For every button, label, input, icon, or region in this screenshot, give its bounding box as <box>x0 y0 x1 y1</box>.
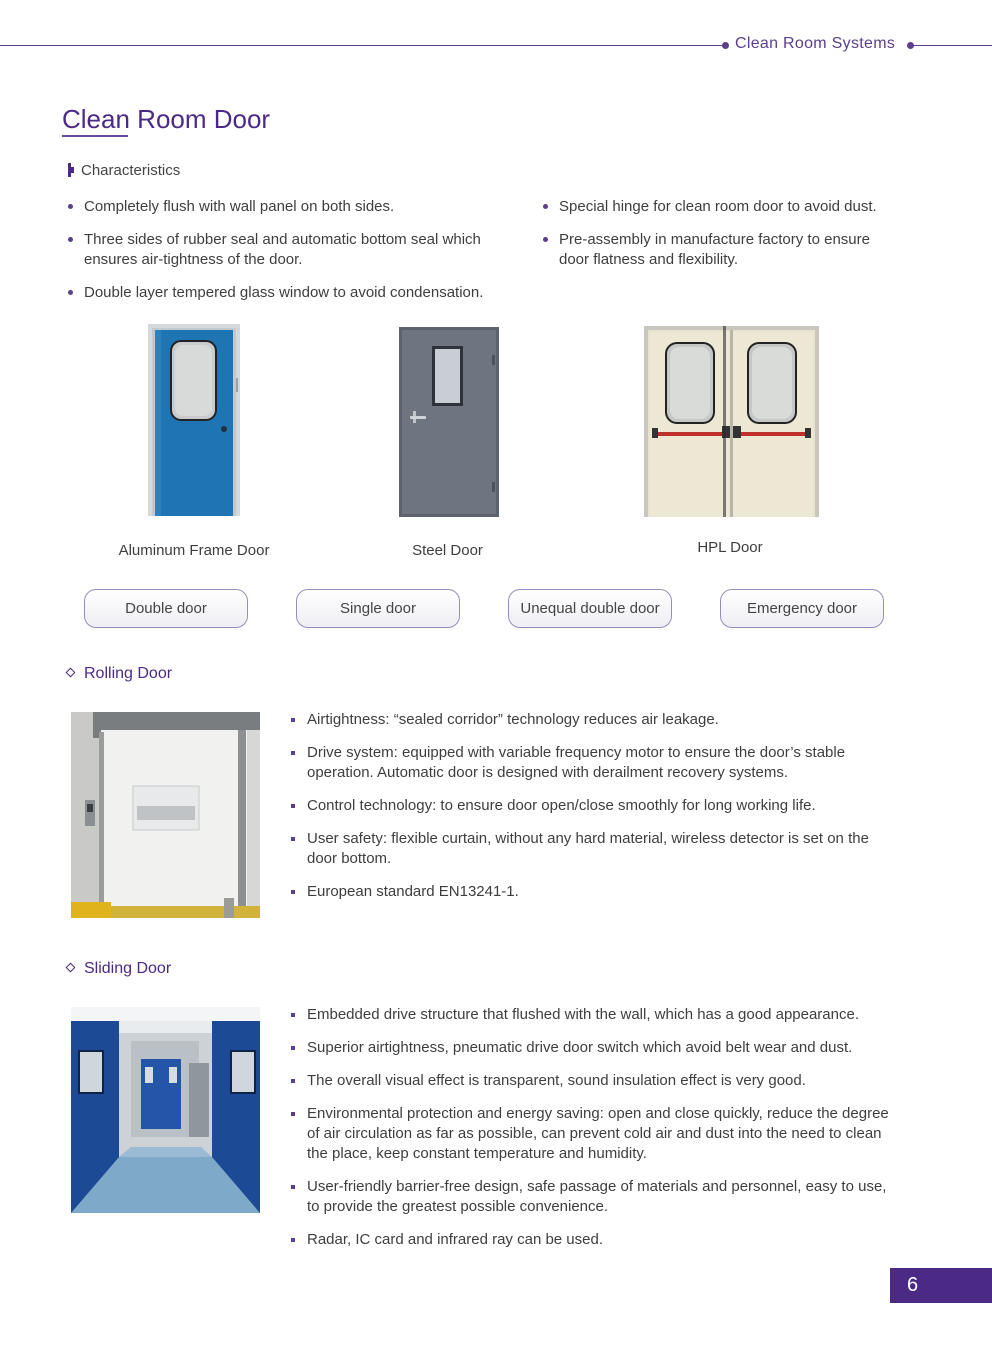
page-title-word1: Clean <box>62 104 130 134</box>
header-section-title: Clean Room Systems <box>735 35 896 52</box>
list-item: Superior airtightness, pneumatic drive door switch which avoid belt wear and dust. <box>291 1038 901 1058</box>
heading-marker-icon <box>68 163 71 177</box>
door-type-pill-double: Double door <box>84 589 248 628</box>
door-type-pill-single: Single door <box>296 589 460 628</box>
sliding-door-features <box>291 1005 901 1263</box>
characteristics-list-left <box>68 197 508 316</box>
header-rule-right <box>913 45 992 46</box>
rolling-door-features <box>291 710 901 915</box>
list-item: The overall visual effect is transparent, sound insulation effect is very good. <box>291 1071 901 1091</box>
page-title-word2: Room Door <box>129 104 271 134</box>
sliding-door-heading-label: Sliding Door <box>84 960 172 977</box>
sliding-door-heading <box>67 960 171 978</box>
list-item: Control technology: to ensure door open/close smoothly for long working life. <box>291 796 901 816</box>
rolling-door-heading-label: Rolling Door <box>84 665 173 682</box>
hpl-door-image <box>644 326 819 517</box>
rolling-door-photo <box>71 712 260 918</box>
header-rule-left <box>0 45 724 46</box>
sliding-door-photo <box>71 1007 260 1213</box>
list-item: Special hinge for clean room door to avoid dust. <box>543 197 903 217</box>
list-item: Drive system: equipped with variable frequency motor to ensure the door’s stable operation. Automatic door is designed with derailment recovery systems. <box>291 743 901 783</box>
page-number: 6 <box>890 1268 992 1303</box>
list-item: Pre-assembly in manufacture factory to ensure door flatness and flexibility. <box>543 230 903 270</box>
list-item: Double layer tempered glass window to avoid condensation. <box>68 283 508 303</box>
diamond-icon <box>66 668 76 678</box>
title-underline <box>62 135 128 137</box>
list-item: Three sides of rubber seal and automatic bottom seal which ensures air-tightness of the door. <box>68 230 508 270</box>
door-type-pill-unequal-double: Unequal double door <box>508 589 672 628</box>
list-item: Embedded drive structure that flushed with the wall, which has a good appearance. <box>291 1005 901 1025</box>
door-caption: Steel Door <box>412 542 483 559</box>
list-item: Completely flush with wall panel on both sides. <box>68 197 508 217</box>
characteristics-heading-label: Characteristics <box>81 162 181 179</box>
characteristics-list-right <box>543 197 903 283</box>
aluminum-frame-door-image <box>148 324 240 516</box>
page-title <box>62 104 270 135</box>
diamond-icon <box>66 963 76 973</box>
list-item: User-friendly barrier-free design, safe passage of materials and personnel, easy to use, to provide the greatest possible convenience. <box>291 1177 901 1217</box>
list-item: Airtightness: “sealed corridor” technology reduces air leakage. <box>291 710 901 730</box>
steel-door-image <box>399 327 499 517</box>
list-item: European standard EN13241-1. <box>291 882 901 902</box>
door-caption: HPL Door <box>697 539 763 556</box>
header-dot-left <box>722 42 729 49</box>
rolling-door-heading <box>67 665 172 683</box>
list-item: Radar, IC card and infrared ray can be used. <box>291 1230 901 1250</box>
door-type-pill-emergency: Emergency door <box>720 589 884 628</box>
door-caption: Aluminum Frame Door <box>118 542 270 559</box>
list-item: User safety: flexible curtain, without any hard material, wireless detector is set on the door bottom. <box>291 829 901 869</box>
list-item: Environmental protection and energy saving: open and close quickly, reduce the degree of air circulation as far as possible, can prevent cold air and dust into the need to clean the place, keep constant temperature and humidity. <box>291 1104 901 1164</box>
characteristics-heading <box>68 162 180 179</box>
